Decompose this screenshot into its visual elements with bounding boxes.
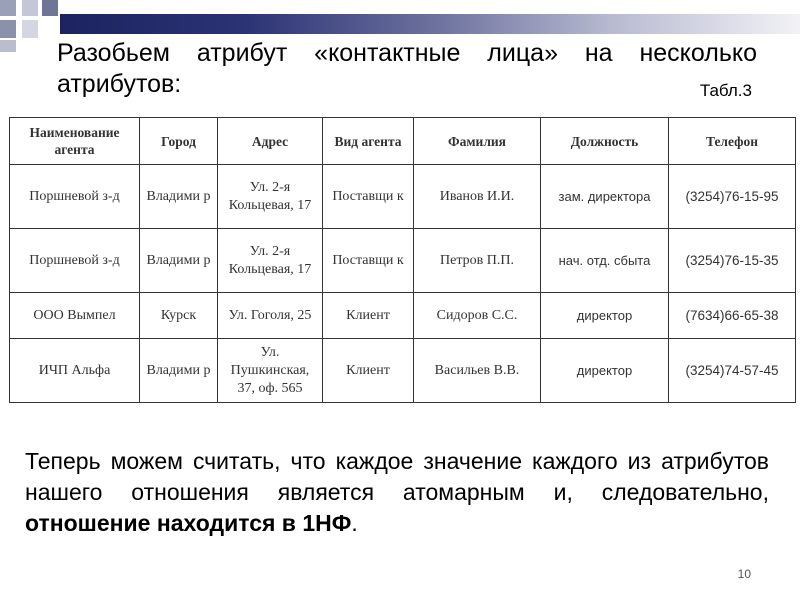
table-cell: зам. директора	[541, 165, 669, 229]
table-cell: директор	[541, 339, 669, 403]
conclusion-emphasis: отношение находится в 1НФ	[25, 510, 352, 536]
table-cell: Клиент	[323, 293, 414, 339]
table-cell: Ул. Гоголя, 25	[218, 293, 323, 339]
table-cell: Ул. 2-я Кольцевая, 17	[218, 229, 323, 293]
table-cell: Ул. Пушкинская, 37, оф. 565	[218, 339, 323, 403]
header-cell: Фамилия	[414, 118, 541, 165]
decor-square	[42, 0, 58, 16]
table-cell: Поставщи к	[323, 229, 414, 293]
table-cell: ИЧП Альфа	[10, 339, 140, 403]
table-cell: (3254)76-15-95	[669, 165, 796, 229]
table-cell: директор	[541, 293, 669, 339]
header-cell: Телефон	[669, 118, 796, 165]
page-number: 10	[737, 567, 751, 581]
table-cell: Поршневой з-д	[10, 229, 140, 293]
table-cell: ООО Вымпел	[10, 293, 140, 339]
conclusion-period: .	[351, 510, 358, 536]
decor-square	[0, 0, 16, 16]
table-cell: Иванов И.И.	[414, 165, 541, 229]
table-row	[10, 165, 796, 229]
table-cell: (3254)74-57-45	[669, 339, 796, 403]
table-cell: Курск	[140, 293, 218, 339]
table-cell: Поршневой з-д	[10, 165, 140, 229]
table-cell: Владими р	[140, 165, 218, 229]
table-cell: Владими р	[140, 339, 218, 403]
table-cell: Петров П.П.	[414, 229, 541, 293]
header-cell: Город	[140, 118, 218, 165]
table-cell: Клиент	[323, 339, 414, 403]
decor-square	[22, 20, 38, 38]
table-caption: Табл.3	[699, 81, 752, 100]
header-cell: Адрес	[218, 118, 323, 165]
table-cell: Поставщи к	[323, 165, 414, 229]
conclusion-paragraph	[25, 446, 769, 539]
agents-table	[9, 117, 796, 403]
decor-square	[22, 0, 38, 16]
header-cell: Должность	[541, 118, 669, 165]
conclusion-text: Теперь можем считать, что каждое значение каждого из атрибутов нашего отношения является атомарным и, следовательно,	[25, 448, 769, 505]
table-cell: Ул. 2-я Кольцевая, 17	[218, 165, 323, 229]
header-cell: Наименование агента	[10, 118, 140, 165]
table-header-row	[10, 118, 796, 165]
table-row	[10, 339, 796, 403]
table-cell: Владими р	[140, 229, 218, 293]
table-cell: (7634)66-65-38	[669, 293, 796, 339]
table-row	[10, 229, 796, 293]
table-cell: Сидоров С.С.	[414, 293, 541, 339]
table-cell: нач. отд. сбыта	[541, 229, 669, 293]
table-cell: Васильев В.В.	[414, 339, 541, 403]
table-row	[10, 293, 796, 339]
table-cell: (3254)76-15-35	[669, 229, 796, 293]
slide-title: Разобьем атрибут «контактные лица» на несколько атрибутов:	[57, 39, 757, 98]
header-gradient-bar	[60, 14, 800, 34]
header-cell: Вид агента	[323, 118, 414, 165]
decor-square	[0, 20, 16, 38]
decor-square	[0, 40, 16, 52]
